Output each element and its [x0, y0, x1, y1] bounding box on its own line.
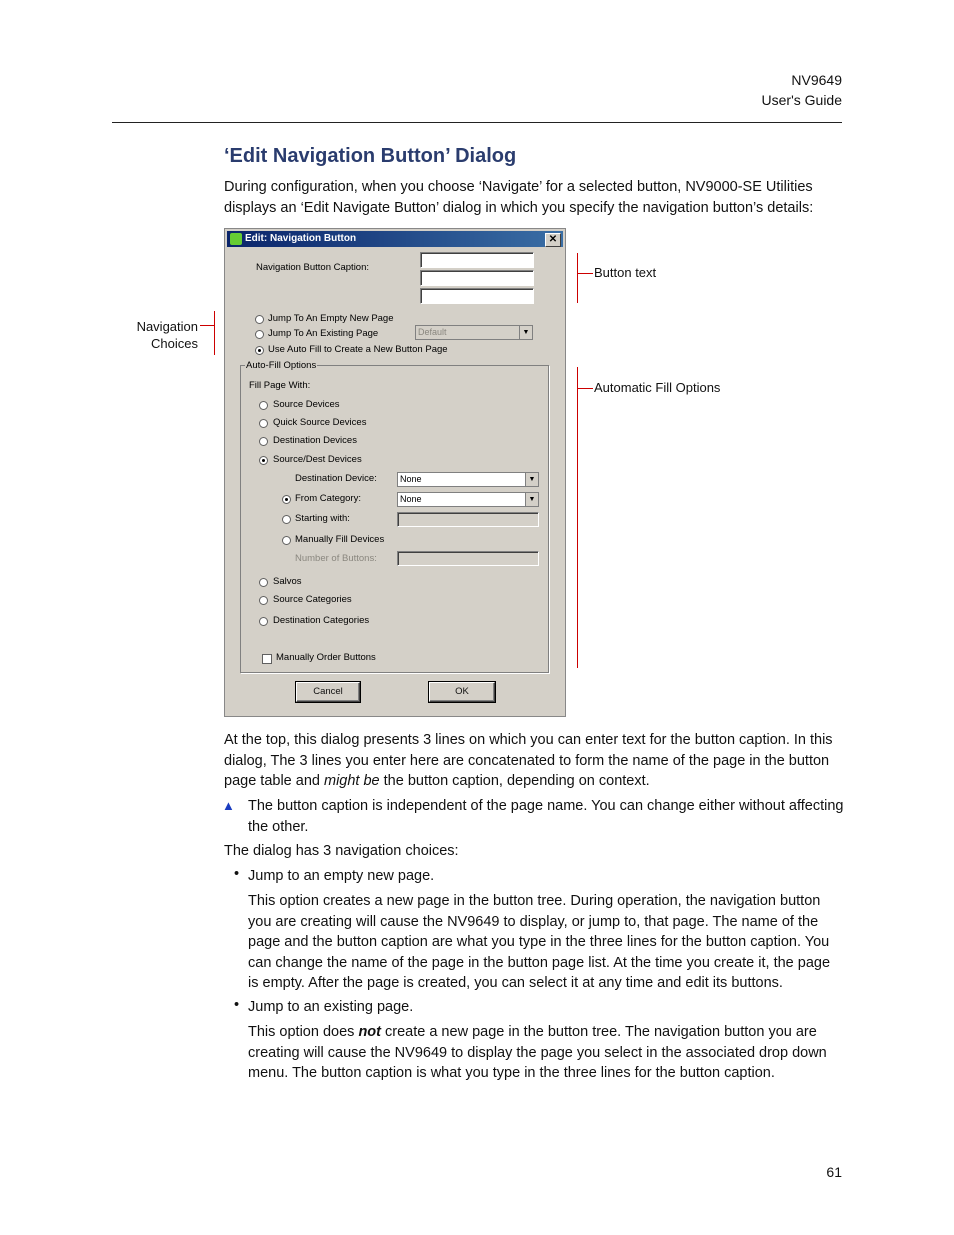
bullet-1-text: Jump to an empty new page.: [248, 868, 435, 884]
chevron-down-icon: ▼: [519, 326, 532, 339]
b2-text-b: create a new page in the button tree. The navigation button you are creating will cause the NV9649 to display the page you select in the associated drop down menu. The button caption is what you type in the three lines for the button caption.: [248, 1024, 827, 1081]
caption-line-3-input[interactable]: [420, 288, 534, 304]
caption-line-2-input[interactable]: [420, 270, 534, 286]
from-category-select[interactable]: [397, 492, 539, 507]
dialog-title: Edit: Navigation Button: [245, 233, 357, 244]
source-dest-devices-label: Source/Dest Devices: [273, 454, 362, 465]
number-of-buttons-label: Number of Buttons:: [295, 553, 377, 564]
bullet-icon: •: [234, 866, 240, 882]
jump-existing-page-radio[interactable]: [255, 330, 264, 339]
auto-fill-group-label: Auto-Fill Options: [246, 360, 317, 371]
from-category-label: From Category:: [295, 493, 361, 504]
destination-device-value: None: [400, 474, 422, 484]
nav-choices-annotation-line2: Choices: [151, 336, 198, 351]
use-auto-fill-label: Use Auto Fill to Create a New Button Page: [268, 344, 448, 355]
jump-existing-page-label: Jump To An Existing Page: [268, 328, 379, 339]
auto-fill-leader: [577, 388, 593, 389]
intro-paragraph: During configuration, when you choose ‘Navigate’ for a selected button, NV9000-SE Utilities displays an ‘Edit Navigate Button’ dialog in which you specify the navigation button’s details:: [224, 179, 814, 216]
from-category-radio[interactable]: [282, 495, 291, 504]
b2-text-a: This option does: [248, 1024, 359, 1040]
manually-order-buttons-label: Manually Order Buttons: [276, 652, 376, 663]
b2-emphasis: not: [358, 1024, 381, 1040]
destination-categories-label: Destination Categories: [273, 615, 370, 626]
destination-devices-radio[interactable]: [259, 437, 268, 446]
bullet-1-description: This option creates a new page in the button tree. During operation, the navigation button you are creating will cause the NV9649 to display, or jump to, that page. The name of the page and the button caption are what you type in the three lines for the button caption. You can change the name of the page in the button page list. At the time you create it, the page is empty. After the page is created, you can select it at any time and edit its buttons.: [248, 893, 831, 991]
source-devices-radio[interactable]: [259, 401, 268, 410]
button-text-bracket: [577, 253, 578, 303]
destination-device-select[interactable]: [397, 472, 539, 487]
p1-text-b: the button caption, depending on context.: [379, 773, 650, 789]
destination-devices-label: Destination Devices: [273, 435, 357, 446]
chevron-down-icon: ▼: [525, 493, 538, 506]
destination-device-label: Destination Device:: [295, 473, 377, 484]
starting-with-input[interactable]: [397, 512, 539, 527]
cancel-button[interactable]: Cancel: [296, 682, 360, 702]
edit-navigation-button-dialog: [224, 228, 566, 717]
from-category-value: None: [400, 494, 422, 504]
section-title: ‘Edit Navigation Button’ Dialog: [224, 145, 517, 167]
source-categories-radio[interactable]: [259, 596, 268, 605]
chevron-down-icon: ▼: [525, 473, 538, 486]
manually-fill-devices-radio[interactable]: [282, 536, 291, 545]
fill-page-with-label: Fill Page With:: [249, 380, 311, 391]
body-paragraph-1: [224, 730, 844, 792]
nav-choices-annotation-line1: Navigation: [136, 319, 198, 334]
source-categories-label: Source Categories: [273, 594, 352, 605]
caption-label: Navigation Button Caption:: [256, 262, 370, 273]
doc-type: User's Guide: [761, 92, 842, 108]
jump-empty-page-label: Jump To An Empty New Page: [268, 313, 394, 324]
dialog-titlebar: [227, 231, 563, 247]
manually-fill-devices-label: Manually Fill Devices: [295, 534, 385, 545]
starting-with-radio[interactable]: [282, 515, 291, 524]
p1-text-a: At the top, this dialog presents 3 lines on which you can enter text for the button caption. In this dialog, The 3 lines you enter here are concatenated to form the name of the page in the button page table and: [224, 732, 833, 789]
nav-choices-bracket: [214, 311, 215, 355]
quick-source-devices-label: Quick Source Devices: [273, 417, 367, 428]
bullet-2-description: [248, 1022, 844, 1084]
p1-emphasis: might be: [323, 773, 380, 789]
auto-fill-bracket: [577, 367, 578, 668]
existing-page-value: Default: [418, 327, 447, 337]
existing-page-select[interactable]: [415, 325, 533, 340]
number-of-buttons-input[interactable]: [397, 551, 539, 566]
auto-fill-annotation: Automatic Fill Options: [594, 380, 721, 395]
note-text: The button caption is independent of the page name. You can change either without affecting the other.: [248, 798, 844, 835]
ok-button[interactable]: OK: [429, 682, 495, 702]
bullet-icon: •: [234, 997, 240, 1013]
note-triangle-icon: ▲: [222, 798, 235, 813]
source-dest-devices-radio[interactable]: [259, 456, 268, 465]
source-devices-label: Source Devices: [273, 399, 340, 410]
caption-line-1-input[interactable]: [420, 252, 534, 268]
salvos-label: Salvos: [273, 576, 302, 587]
manually-order-buttons-checkbox[interactable]: [262, 654, 272, 664]
salvos-radio[interactable]: [259, 578, 268, 587]
page-number: 61: [826, 1164, 842, 1180]
use-auto-fill-radio[interactable]: [255, 346, 264, 355]
nav-choices-leader: [200, 325, 215, 326]
destination-categories-radio[interactable]: [259, 617, 268, 626]
body-paragraph-2: The dialog has 3 navigation choices:: [224, 843, 459, 859]
header-rule: [112, 122, 842, 123]
quick-source-devices-radio[interactable]: [259, 419, 268, 428]
button-text-leader: [577, 273, 593, 274]
button-text-annotation: Button text: [594, 265, 657, 280]
doc-code: NV9649: [791, 72, 842, 88]
app-icon: [230, 233, 242, 245]
bullet-2-text: Jump to an existing page.: [248, 999, 414, 1015]
starting-with-label: Starting with:: [295, 513, 350, 524]
jump-empty-page-radio[interactable]: [255, 315, 264, 324]
close-icon[interactable]: ✕: [545, 233, 561, 247]
